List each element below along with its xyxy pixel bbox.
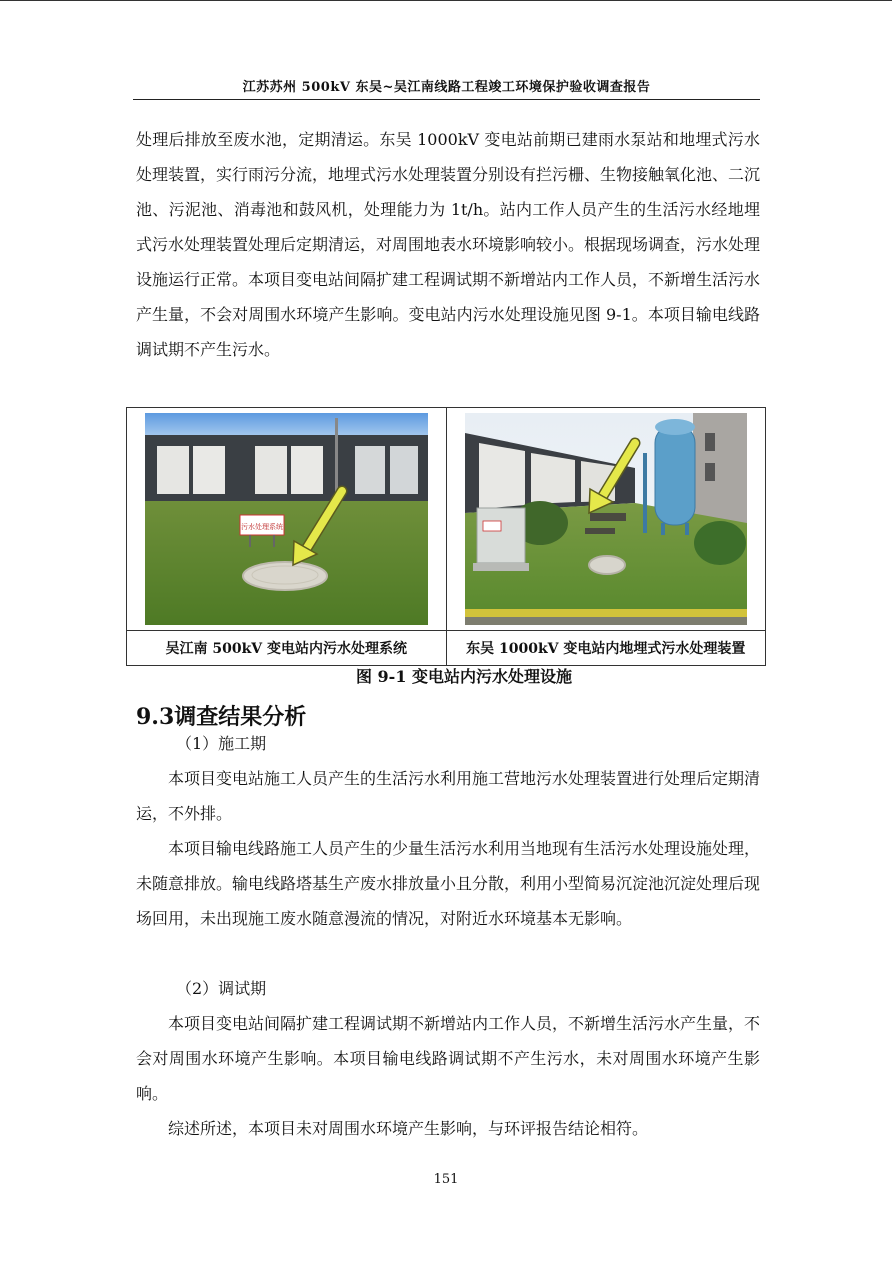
construction-paragraph-2: 本项目输电线路施工人员产生的少量生活污水利用当地现有生活污水处理设施处理，未随意排放。输电线路塔基生产废水排放量小且分散，利用小型简易沉淀池沉淀处理后现场回用，未出现施工废水随意漫流的情况，对附近水环境基本无影响。 xyxy=(136,839,761,928)
trial-paragraph: 本项目变电站间隔扩建工程调试期不新增站内工作人员，不新增生活污水产生量，不会对周围水环境产生影响。本项目输电线路调试期不产生污水，未对周围水环境产生影响。 xyxy=(136,1014,761,1103)
sign-text: 污水处理系统 xyxy=(240,523,283,531)
construction-period-label: （1）施工期 xyxy=(176,734,267,753)
right-photo-cell xyxy=(446,408,766,631)
running-header-title: 江苏苏州 500kV 东吴~吴江南线路工程竣工环境保护验收调查报告 xyxy=(242,80,651,95)
construction-paragraph-1: 本项目变电站施工人员产生的生活污水利用施工营地污水处理装置进行处理后定期清运，不外排。 xyxy=(136,769,761,823)
figure-title: 图 9-1 变电站内污水处理设施 xyxy=(355,667,573,686)
left-photo-caption: 吴江南 500kV 变电站内污水处理系统 xyxy=(127,631,447,666)
intro-paragraph: 处理后排放至废水池，定期清运。东吴 1000kV 变电站前期已建雨水泵站和地埋式污水处理装置，实行雨污分流，地埋式污水处理装置分别设有拦污栅、生物接触氧化池、二沉池、污泥池、消毒池和鼓风机，处理能力为 1t/h。站内工作人员产生的生活污水经地埋式污水处理装置处理后定期清运，对周围地表水环境影响较小。根据现场调查，污水处理设施运行正常。本项目变电站间隔扩建工程调试期不新增站内工作人员，不新增生活污水产生量，不会对周围水环境产生影响。变电站内污水处理设施见图 9-1。本项目输电线路调试期不产生污水。 xyxy=(136,130,761,359)
conclusion-paragraph: 综述所述，本项目未对周围水环境产生影响，与环评报告结论相符。 xyxy=(168,1119,649,1138)
right-photo xyxy=(465,413,747,625)
figure-table xyxy=(126,407,766,666)
section-title: 9.3调查结果分析 xyxy=(136,704,307,730)
header-rule xyxy=(133,99,760,100)
right-photo-caption: 东吴 1000kV 变电站内地埋式污水处理装置 xyxy=(446,631,766,666)
left-photo xyxy=(145,413,428,625)
trial-period-label: （2）调试期 xyxy=(176,979,267,998)
page-number: 151 xyxy=(433,1172,459,1187)
top-border-line xyxy=(0,0,892,1)
left-photo-cell xyxy=(127,408,447,631)
